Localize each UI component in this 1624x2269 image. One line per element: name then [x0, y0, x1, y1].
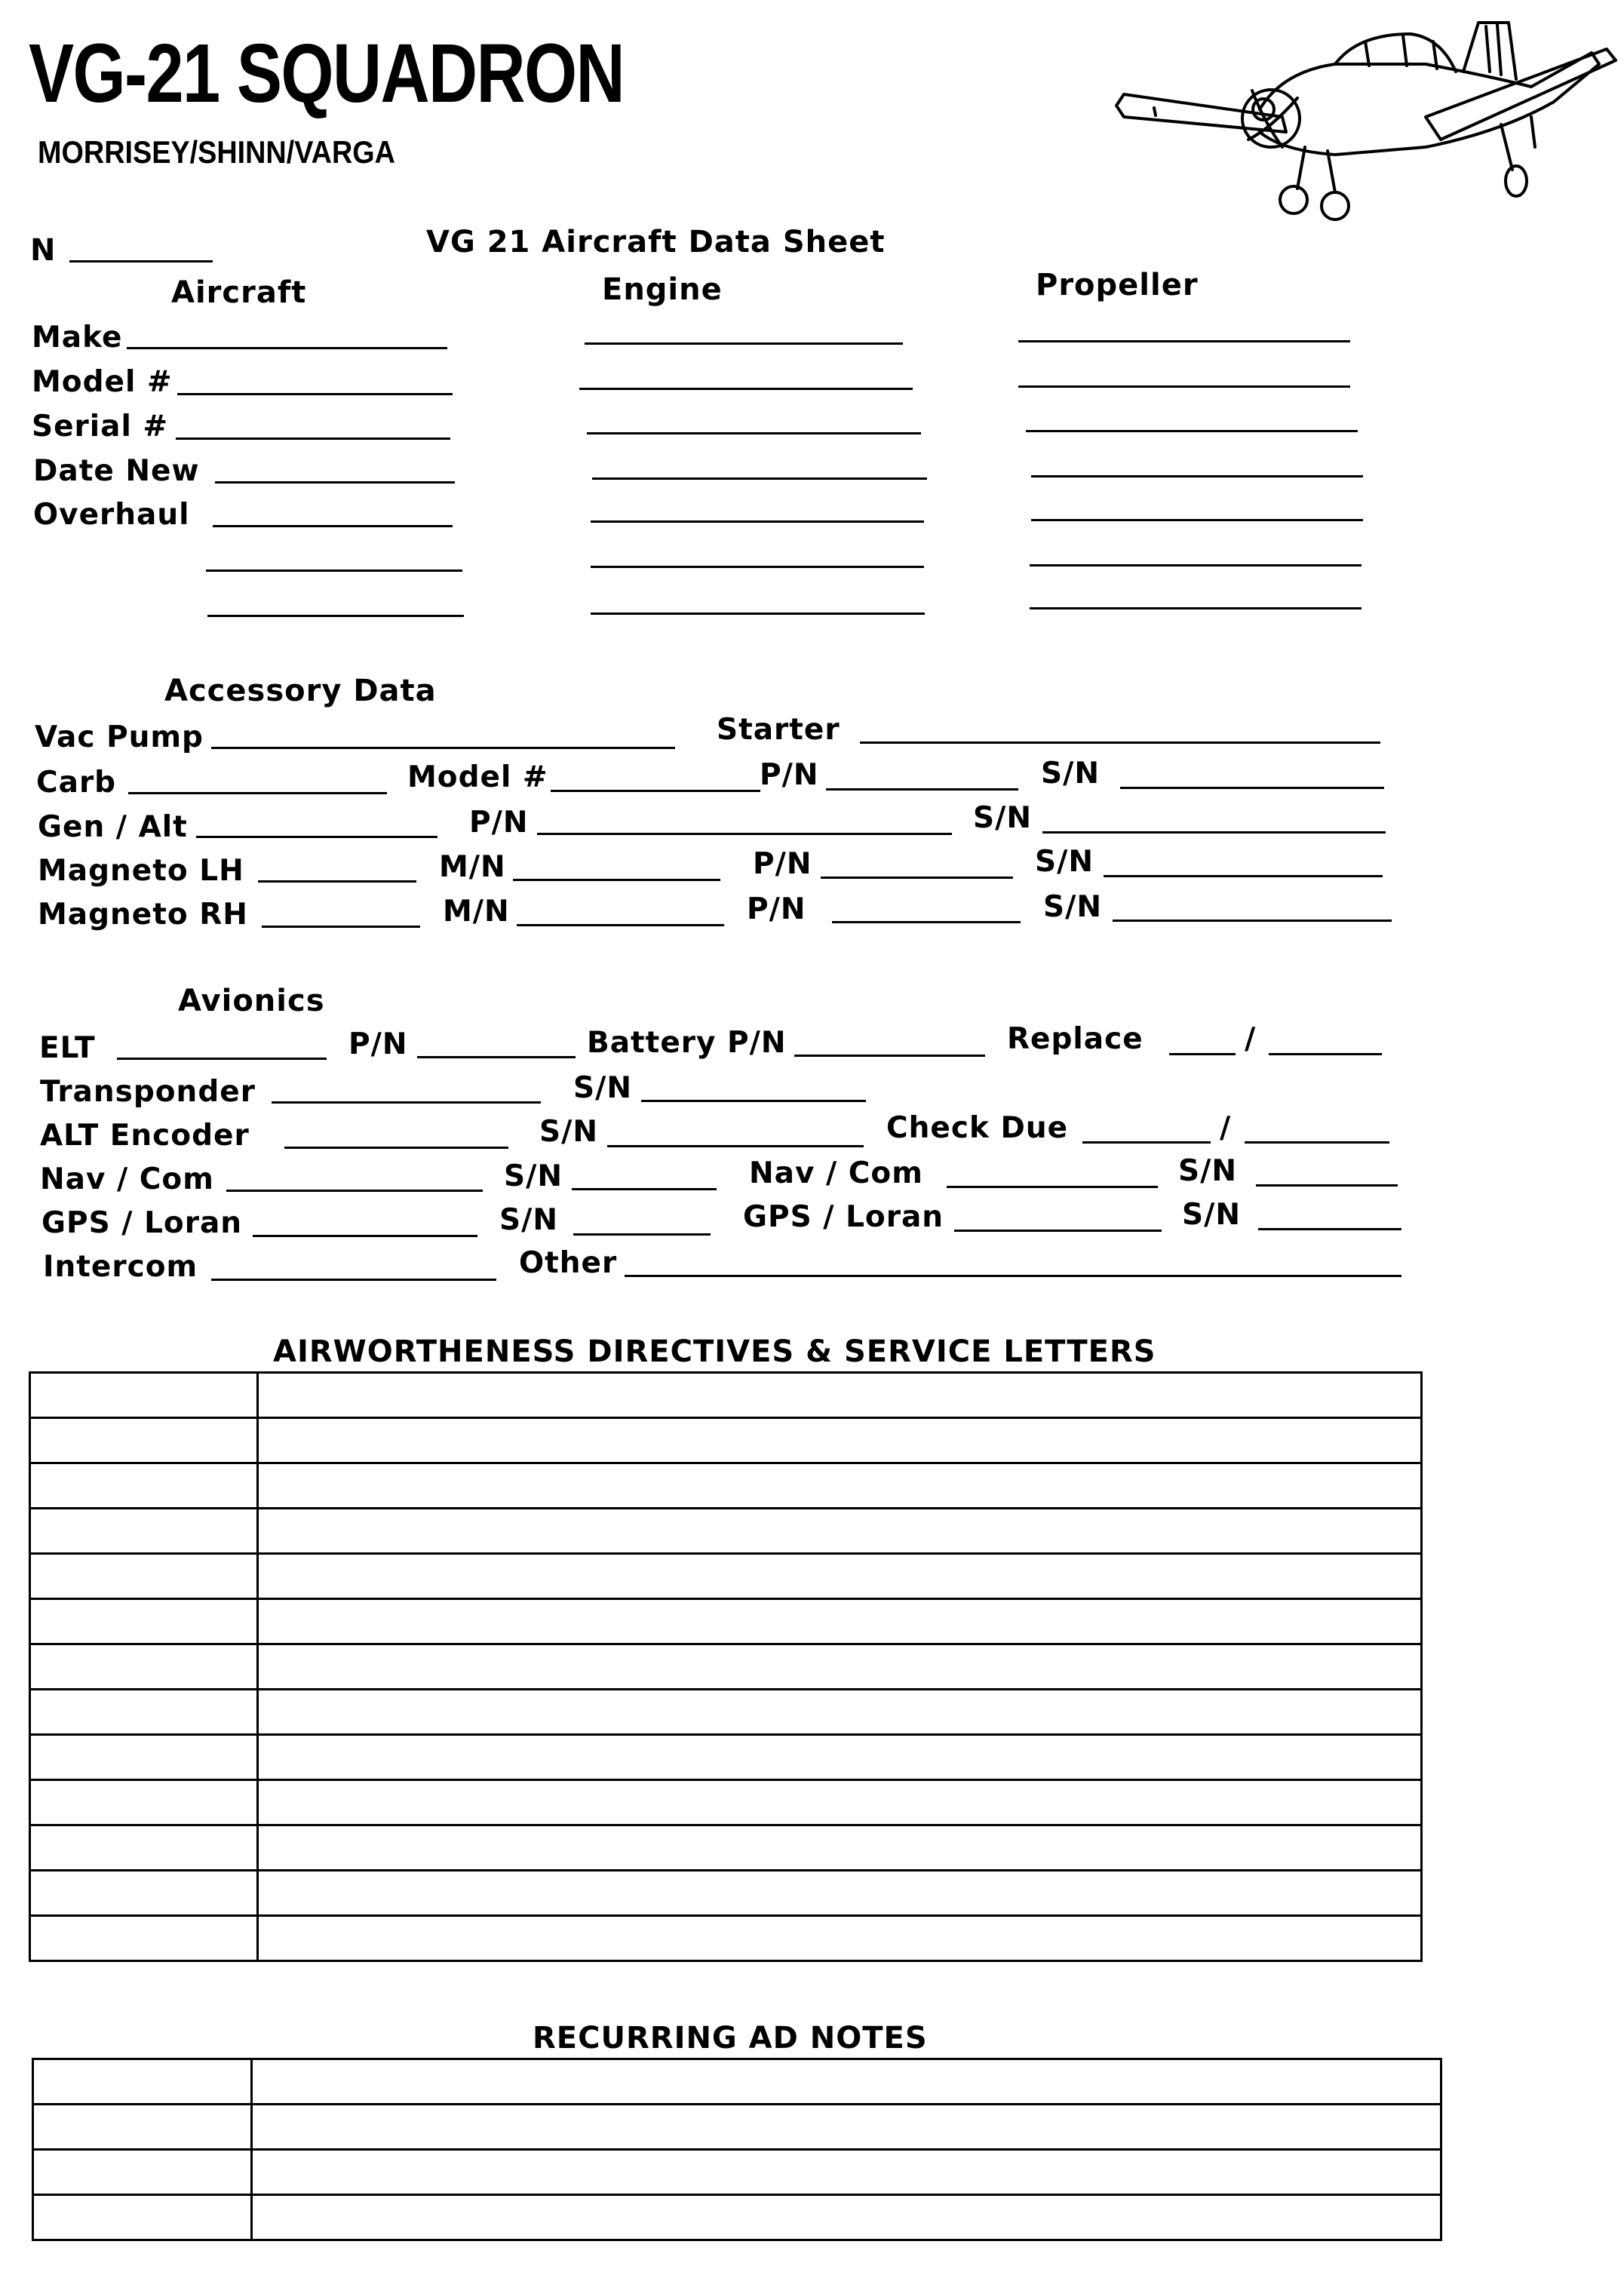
elt-pn-label: P/N: [348, 1027, 408, 1061]
overhaul-label: Overhaul: [33, 498, 190, 532]
n-number-label: N: [30, 233, 57, 268]
elt-field[interactable]: [117, 1058, 327, 1060]
check-due-label: Check Due: [886, 1111, 1069, 1145]
ad-ref-cell[interactable]: [30, 1509, 258, 1554]
ad-row: [30, 1871, 1422, 1916]
make-label: Make: [32, 321, 123, 355]
aircraft-model-field[interactable]: [177, 393, 453, 395]
nav-com-1-sn-label: S/N: [504, 1159, 563, 1193]
gps-loran-1-label: GPS / Loran: [41, 1206, 243, 1240]
nav-com-2-sn-field[interactable]: [1256, 1184, 1398, 1187]
ad-row: [30, 1780, 1422, 1825]
gps-loran-2-field[interactable]: [954, 1230, 1162, 1232]
battery-pn-label: Battery P/N: [587, 1026, 787, 1060]
gps-loran-2-sn-field[interactable]: [1258, 1228, 1401, 1230]
carb-sn-field[interactable]: [1120, 787, 1384, 789]
ad-description-cell[interactable]: [258, 1825, 1422, 1871]
recurring-ref-cell[interactable]: [33, 2150, 252, 2195]
gps-loran-1-sn-label: S/N: [499, 1203, 558, 1237]
propeller-overhaul-field[interactable]: [1031, 519, 1363, 521]
nav-com-1-sn-field[interactable]: [572, 1188, 717, 1190]
gen-alt-sn-field[interactable]: [1042, 831, 1386, 834]
magneto-rh-pn-field[interactable]: [832, 921, 1021, 923]
ad-row: [30, 1418, 1422, 1463]
ad-ref-cell[interactable]: [30, 1735, 258, 1780]
ad-section-heading: AIRWORTHENESS DIRECTIVES & SERVICE LETTERS: [273, 1334, 1156, 1369]
recurring-ref-cell[interactable]: [33, 2195, 252, 2240]
ad-row: [30, 1509, 1422, 1554]
propeller-date-new-field[interactable]: [1031, 475, 1363, 477]
check-due-month-field[interactable]: [1082, 1141, 1211, 1144]
replace-slash: /: [1245, 1022, 1257, 1056]
alt-encoder-sn-field[interactable]: [607, 1145, 864, 1147]
ad-description-cell[interactable]: [258, 1599, 1422, 1644]
carb-label: Carb: [36, 766, 117, 800]
magneto-lh-mn-label: M/N: [439, 850, 506, 884]
carb-field[interactable]: [128, 792, 387, 794]
recurring-section-heading: RECURRING AD NOTES: [533, 2021, 928, 2056]
recurring-ref-cell[interactable]: [33, 2105, 252, 2150]
aircraft-overhaul-field[interactable]: [213, 525, 453, 527]
carb-pn-label: P/N: [760, 758, 819, 792]
aircraft-serial-field[interactable]: [176, 438, 450, 440]
elt-pn-field[interactable]: [417, 1056, 576, 1058]
engine-serial-field[interactable]: [587, 432, 921, 434]
starter-field[interactable]: [860, 741, 1380, 744]
gen-alt-label: Gen / Alt: [38, 810, 188, 844]
ad-row: [30, 1916, 1422, 1961]
gen-alt-field[interactable]: [196, 836, 437, 838]
aircraft-date-new-field[interactable]: [215, 481, 455, 484]
ad-row: [30, 1599, 1422, 1644]
recurring-row: [33, 2150, 1441, 2195]
date-new-label: Date New: [33, 454, 200, 488]
transponder-sn-field[interactable]: [641, 1100, 866, 1102]
propeller-model-field[interactable]: [1018, 385, 1350, 388]
squadron-title: VG-21 SQUADRON: [29, 27, 624, 120]
engine-overhaul-field-3[interactable]: [591, 613, 925, 615]
engine-overhaul-field[interactable]: [591, 520, 924, 523]
gen-alt-pn-field[interactable]: [537, 833, 952, 835]
model-label: Model #: [32, 365, 173, 399]
gps-loran-2-sn-label: S/N: [1182, 1198, 1241, 1232]
gps-loran-1-field[interactable]: [253, 1235, 477, 1237]
magneto-lh-sn-label: S/N: [1035, 845, 1094, 879]
column-propeller: Propeller: [1036, 268, 1199, 302]
magneto-rh-field[interactable]: [262, 926, 420, 928]
ad-row: [30, 1554, 1422, 1599]
other-field[interactable]: [625, 1275, 1401, 1277]
magneto-lh-pn-field[interactable]: [821, 877, 1013, 879]
ad-row: [30, 1463, 1422, 1509]
magneto-rh-sn-label: S/N: [1043, 890, 1102, 924]
serial-label: Serial #: [32, 410, 169, 444]
ad-row: [30, 1644, 1422, 1690]
ad-description-cell[interactable]: [258, 1690, 1422, 1735]
recurring-description-cell[interactable]: [252, 2150, 1441, 2195]
engine-overhaul-field-2[interactable]: [591, 566, 924, 568]
gps-loran-1-sn-field[interactable]: [573, 1233, 711, 1236]
recurring-description-cell[interactable]: [252, 2195, 1441, 2240]
carb-model-label: Model #: [407, 760, 548, 794]
airplane-illustration: [1109, 19, 1622, 223]
transponder-sn-label: S/N: [573, 1071, 632, 1105]
ad-ref-cell[interactable]: [30, 1916, 258, 1961]
ad-description-cell[interactable]: [258, 1509, 1422, 1554]
check-due-year-field[interactable]: [1245, 1141, 1389, 1144]
recurring-table: [32, 2058, 1442, 2241]
magneto-lh-field[interactable]: [258, 880, 416, 883]
ad-description-cell[interactable]: [258, 1554, 1422, 1599]
propeller-overhaul-field-2[interactable]: [1030, 564, 1362, 566]
replace-year-field[interactable]: [1269, 1053, 1382, 1055]
ad-ref-cell[interactable]: [30, 1644, 258, 1690]
magneto-lh-mn-field[interactable]: [513, 879, 720, 881]
vac-pump-label: Vac Pump: [35, 720, 204, 754]
magneto-lh-label: Magneto LH: [38, 854, 244, 888]
ad-ref-cell[interactable]: [30, 1599, 258, 1644]
gen-alt-pn-label: P/N: [469, 806, 529, 840]
ad-description-cell[interactable]: [258, 1373, 1422, 1418]
ad-ref-cell[interactable]: [30, 1418, 258, 1463]
magneto-lh-sn-field[interactable]: [1104, 875, 1383, 877]
alt-encoder-field[interactable]: [284, 1147, 508, 1149]
vac-pump-field[interactable]: [211, 747, 675, 749]
magneto-rh-pn-label: P/N: [747, 892, 806, 926]
ad-table: [29, 1371, 1423, 1962]
nav-com-2-label: Nav / Com: [749, 1156, 923, 1190]
nav-com-2-field[interactable]: [947, 1186, 1158, 1188]
carb-sn-label: S/N: [1041, 757, 1100, 791]
engine-model-field[interactable]: [579, 388, 913, 390]
carb-model-field[interactable]: [551, 790, 760, 792]
ad-description-cell[interactable]: [258, 1871, 1422, 1916]
engine-make-field[interactable]: [585, 342, 903, 345]
magneto-rh-label: Magneto RH: [38, 898, 248, 932]
transponder-label: Transponder: [40, 1075, 256, 1109]
aircraft-overhaul-field-3[interactable]: [207, 615, 464, 617]
squadron-members: MORRISEY/SHINN/VARGA: [38, 134, 395, 170]
intercom-field[interactable]: [211, 1279, 496, 1281]
ad-row: [30, 1735, 1422, 1780]
column-engine: Engine: [602, 272, 723, 307]
check-due-slash: /: [1220, 1111, 1232, 1145]
column-aircraft: Aircraft: [171, 275, 307, 310]
gen-alt-sn-label: S/N: [973, 801, 1032, 835]
avionics-heading: Avionics: [178, 984, 325, 1018]
battery-pn-field[interactable]: [794, 1055, 985, 1057]
ad-ref-cell[interactable]: [30, 1373, 258, 1418]
recurring-description-cell[interactable]: [252, 2059, 1441, 2105]
recurring-row: [33, 2059, 1441, 2105]
ad-ref-cell[interactable]: [30, 1871, 258, 1916]
nav-com-2-sn-label: S/N: [1178, 1154, 1237, 1188]
ad-ref-cell[interactable]: [30, 1463, 258, 1509]
engine-date-new-field[interactable]: [592, 477, 927, 480]
recurring-row: [33, 2105, 1441, 2150]
recurring-ref-cell[interactable]: [33, 2059, 252, 2105]
magneto-lh-pn-label: P/N: [753, 847, 812, 881]
ad-ref-cell[interactable]: [30, 1690, 258, 1735]
nav-com-1-field[interactable]: [226, 1190, 483, 1192]
ad-ref-cell[interactable]: [30, 1780, 258, 1825]
aircraft-make-field[interactable]: [127, 347, 447, 349]
starter-label: Starter: [717, 713, 840, 747]
alt-encoder-sn-label: S/N: [539, 1115, 598, 1149]
elt-label: ELT: [39, 1031, 96, 1065]
sheet-title: VG 21 Aircraft Data Sheet: [426, 225, 886, 259]
n-number-field[interactable]: [69, 260, 213, 263]
ad-description-cell[interactable]: [258, 1780, 1422, 1825]
ad-description-cell[interactable]: [258, 1463, 1422, 1509]
ad-ref-cell[interactable]: [30, 1825, 258, 1871]
propeller-make-field[interactable]: [1018, 340, 1350, 342]
intercom-label: Intercom: [43, 1250, 198, 1284]
aircraft-overhaul-field-2[interactable]: [206, 570, 462, 572]
replace-month-field[interactable]: [1169, 1053, 1236, 1055]
ad-description-cell[interactable]: [258, 1418, 1422, 1463]
ad-description-cell[interactable]: [258, 1644, 1422, 1690]
carb-pn-field[interactable]: [826, 788, 1018, 791]
transponder-field[interactable]: [272, 1101, 541, 1104]
ad-row: [30, 1690, 1422, 1735]
magneto-rh-mn-field[interactable]: [517, 924, 724, 926]
ad-description-cell[interactable]: [258, 1916, 1422, 1961]
gps-loran-2-label: GPS / Loran: [743, 1200, 944, 1234]
other-label: Other: [519, 1246, 618, 1280]
ad-row: [30, 1373, 1422, 1418]
propeller-serial-field[interactable]: [1026, 430, 1358, 432]
ad-ref-cell[interactable]: [30, 1554, 258, 1599]
accessory-heading: Accessory Data: [164, 674, 437, 708]
alt-encoder-label: ALT Encoder: [40, 1119, 250, 1153]
replace-label: Replace: [1007, 1022, 1144, 1056]
nav-com-1-label: Nav / Com: [40, 1162, 214, 1196]
ad-description-cell[interactable]: [258, 1735, 1422, 1780]
magneto-rh-mn-label: M/N: [443, 895, 510, 929]
propeller-overhaul-field-3[interactable]: [1030, 607, 1362, 609]
magneto-rh-sn-field[interactable]: [1113, 920, 1392, 922]
recurring-row: [33, 2195, 1441, 2240]
recurring-description-cell[interactable]: [252, 2105, 1441, 2150]
ad-row: [30, 1825, 1422, 1871]
